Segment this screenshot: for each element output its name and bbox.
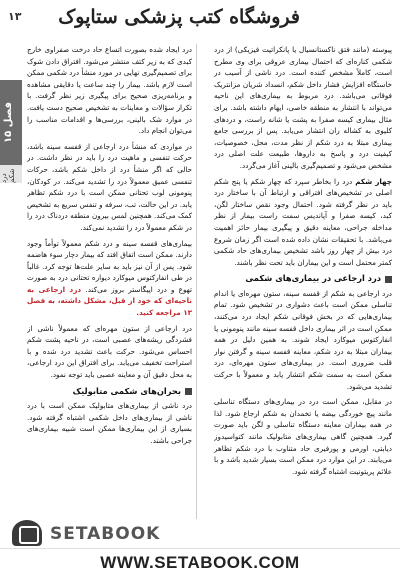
section-heading <box>214 273 392 285</box>
section-heading <box>27 386 192 398</box>
left-column <box>27 44 192 451</box>
paragraph-text: درد ارجاعی به شکم از قفسه سینه، ستون مهره‌ای یا اندام تناسلی ممکن است باعث دشواری در تشخیص شود. تمام بیماری‌هایی که در بخش فوقانی شکم ایجاد درد می‌کنند، ممکن است در اثر بیماری داخل قفسه سینه مانند پنومونی یا انفارکتوس میوکارد ایجاد شوند. به همین دلیل در همه بیماران مبتلا به درد شکم، معاینه قفسه سینه و گرفتن نوار قلب ضروری است. در بیماری‌های ستون مهره‌ای، درد ممکن است به سمت شکم انتشار یابد و معمولاً با حرکت تشدید می‌شود. <box>214 288 392 391</box>
store-title: فروشگاه کتب پزشکی ستاپوک <box>58 6 300 28</box>
section-heading-text: درد ارجاعی در بیماری‌های شکمی <box>245 273 381 284</box>
paragraph-text: درد ناشی از بیماری‌های متابولیک ممکن است با درد ناشی از بیماری‌های داخل شکمی اشتباه گرفته شود. بسیاری از این بیماری‌ها ممکن است شبیه بیماری‌های جراحی باشند. <box>27 401 192 445</box>
chapter-tab-label: فصل ۱۵ <box>3 101 14 144</box>
footer-rule <box>0 548 400 549</box>
right-column <box>214 44 392 481</box>
paragraph-text: در مواردی که منشأ درد ارجاعی از قفسه سینه باشد، حرکت تنفسی و ماهیت درد را باید در نظر داشت. در حالی که اگر منشأ درد از داخل شکم باشد، حرکات تنفسی عمیق معمولاً درد را تشدید می‌کند. در کودکان، پنومونی لوب تحتانی ممکن است با درد شکم تظاهر یابد. در این حالت، تب، سرفه و تنفس سریع به تشخیص کمک می‌کند. همچنین لمس بیرون منطقه دردناک درد را در شکم معمولاً درد را تشدید نمی‌کند. <box>27 141 192 232</box>
section-tab[interactable] <box>0 165 22 183</box>
paragraph <box>27 44 192 137</box>
page-number: ۱۳ <box>8 10 22 23</box>
bullet-square-icon <box>185 388 192 395</box>
header-banner <box>0 2 400 42</box>
paragraph-text: درد ارجاعی از ستون مهره‌ای که معمولاً ناشی از فشردگی ریشه‌های عصبی است، در ناحیه پشت شکم احساس می‌شود. حرکت باعث تشدید درد شده و با استراحت تخفیف می‌یابد. برای افتراق این درد ارجاعی، به محل دقیق آن و معاینه عصبی باید توجه نمود. <box>27 323 192 380</box>
brand-name: SETABOOK <box>50 524 161 544</box>
paragraph-text: پیوسته (مانند فتق ناکستانسیال یا پانکراتیت فیزیکی) از درد شکمی کناره‌ای که احتمال بیماری عروقی برای وی مطرح است، کاملاً مشخص کننده است. درد ناشی از آسیب در خاستگاه افزایش فشار داخل شکم، انسداد شریان مزانتریک فوقانی می‌باشد. درد مربوط به بیماری‌های این ناحیه می‌تواند با انتشار به منطقه خاصی، ایهام داشته باشد. برای مثال بیماری کیسه صفرا به پشت یا شانه راست، و دردهای کلیوی به کشاله ران انتشار می‌یابد. پس از بررسی جامع بیماری مبتلا به درد شکم از نظر مدت، محل، خصوصیات، کیفیت درد و پاسخ به داروها، طبیعت علت اصلی درد مشخص می‌شود و تصمیم‌گیری بالینی آغاز می‌گردد. <box>214 45 392 170</box>
paragraph <box>27 400 192 446</box>
section-tab-label: درد شکم <box>0 168 16 183</box>
paragraph-text: درد را بخاطر سپرد که چهار شکم یا پنج شکم اصلی در تشخیص‌های افتراقی و ارتباط آن با ساختار درد باید در نظر گرفته شود. احتمال وجود نقص ساختار لگن، کبد، کیسه صفرا و آپاندیس سمت راست بیمار از نظر مداخله جراحی، معاینه دقیق و پیگیری بیمار حائز اهمیت می‌باشد. با تحقیقات نشان داده شده است اگر زمان شروع درد بیش از چهار روز باشد تشخیص بیماری‌های حاد شکمی کمتر محتمل است و این بیماران باید تحت نظر باشند. <box>214 176 392 267</box>
run-in-heading: چهار شکم <box>352 176 392 186</box>
paragraph <box>214 44 392 172</box>
paragraph-text: درد ایجاد شده بصورت اتساع حاد درخت صفراوی خارج کبدی که به زیر کتف منتشر می‌شود. افتراق دادن شوک برای تصمیم‌گیری نهایی در مورد منشأ درد شکمی ممکن است لازم باشد. بیمار را چند ساعت یا دقایقی مشاهده و برنامه‌ریزی صحیح برای پیگیری زیر نظر گرفت. با تکرار سؤالات و معاینات به تشخیص صحیح دست یافت. در موارد شک بالینی، بررسی‌ها و اقدامات مناسب را می‌توان انجام داد. <box>27 45 192 136</box>
paragraph <box>27 323 192 381</box>
paragraph <box>214 396 392 477</box>
paragraph <box>214 288 392 392</box>
paragraph-text: بیماری‌های قفسه سینه و درد شکم معمولاً توأماً وجود دارند. ممکن است اتفاق افتد که بیمار دچار سوء هاضمه شود. پس از آن نیز باید به سایر علت‌ها توجه کرد. غالباً در طی انفارکتوس میوکارد دیواره تحتانی درد به صورت تهوع و درد اپیگاستر بروز می‌کند. <box>27 238 192 294</box>
paragraph <box>27 238 192 319</box>
paragraph <box>27 141 192 234</box>
column-divider <box>196 44 197 519</box>
footer-url[interactable]: WWW.SETABOOK.COM <box>100 553 300 572</box>
chapter-tab[interactable] <box>0 80 22 165</box>
section-heading-text: بحران‌های شکمی متابولیک <box>72 385 181 396</box>
bullet-square-icon <box>385 276 392 283</box>
paragraph-text: در مقابل، ممکن است درد در بیماری‌های دستگاه تناسلی مانند پیچ خوردگی بیضه یا تخمدان به شکم ارجاع شود. لذا در همه بیماران معاینه دستگاه تناسلی و لگن باید صورت گیرد. همچنین گاهی بیماری‌های متابولیک مانند کتواسیدوز دیابتی، اورمی و پورفیری حاد متناوب با درد شکم تظاهر می‌یابند. در این موارد درد ممکن است بسیار شدید باشد و با علائم پریتونیت اشتباه گرفته شود. <box>214 397 392 476</box>
book-logo-icon <box>12 520 42 546</box>
cross-reference-link[interactable]: درد ارجاعی به ناحیه‌ای که خود از قبل، مشکل داشته، به فصل ۱۳ مراجعه کنید. <box>27 284 192 318</box>
paragraph <box>214 176 392 269</box>
